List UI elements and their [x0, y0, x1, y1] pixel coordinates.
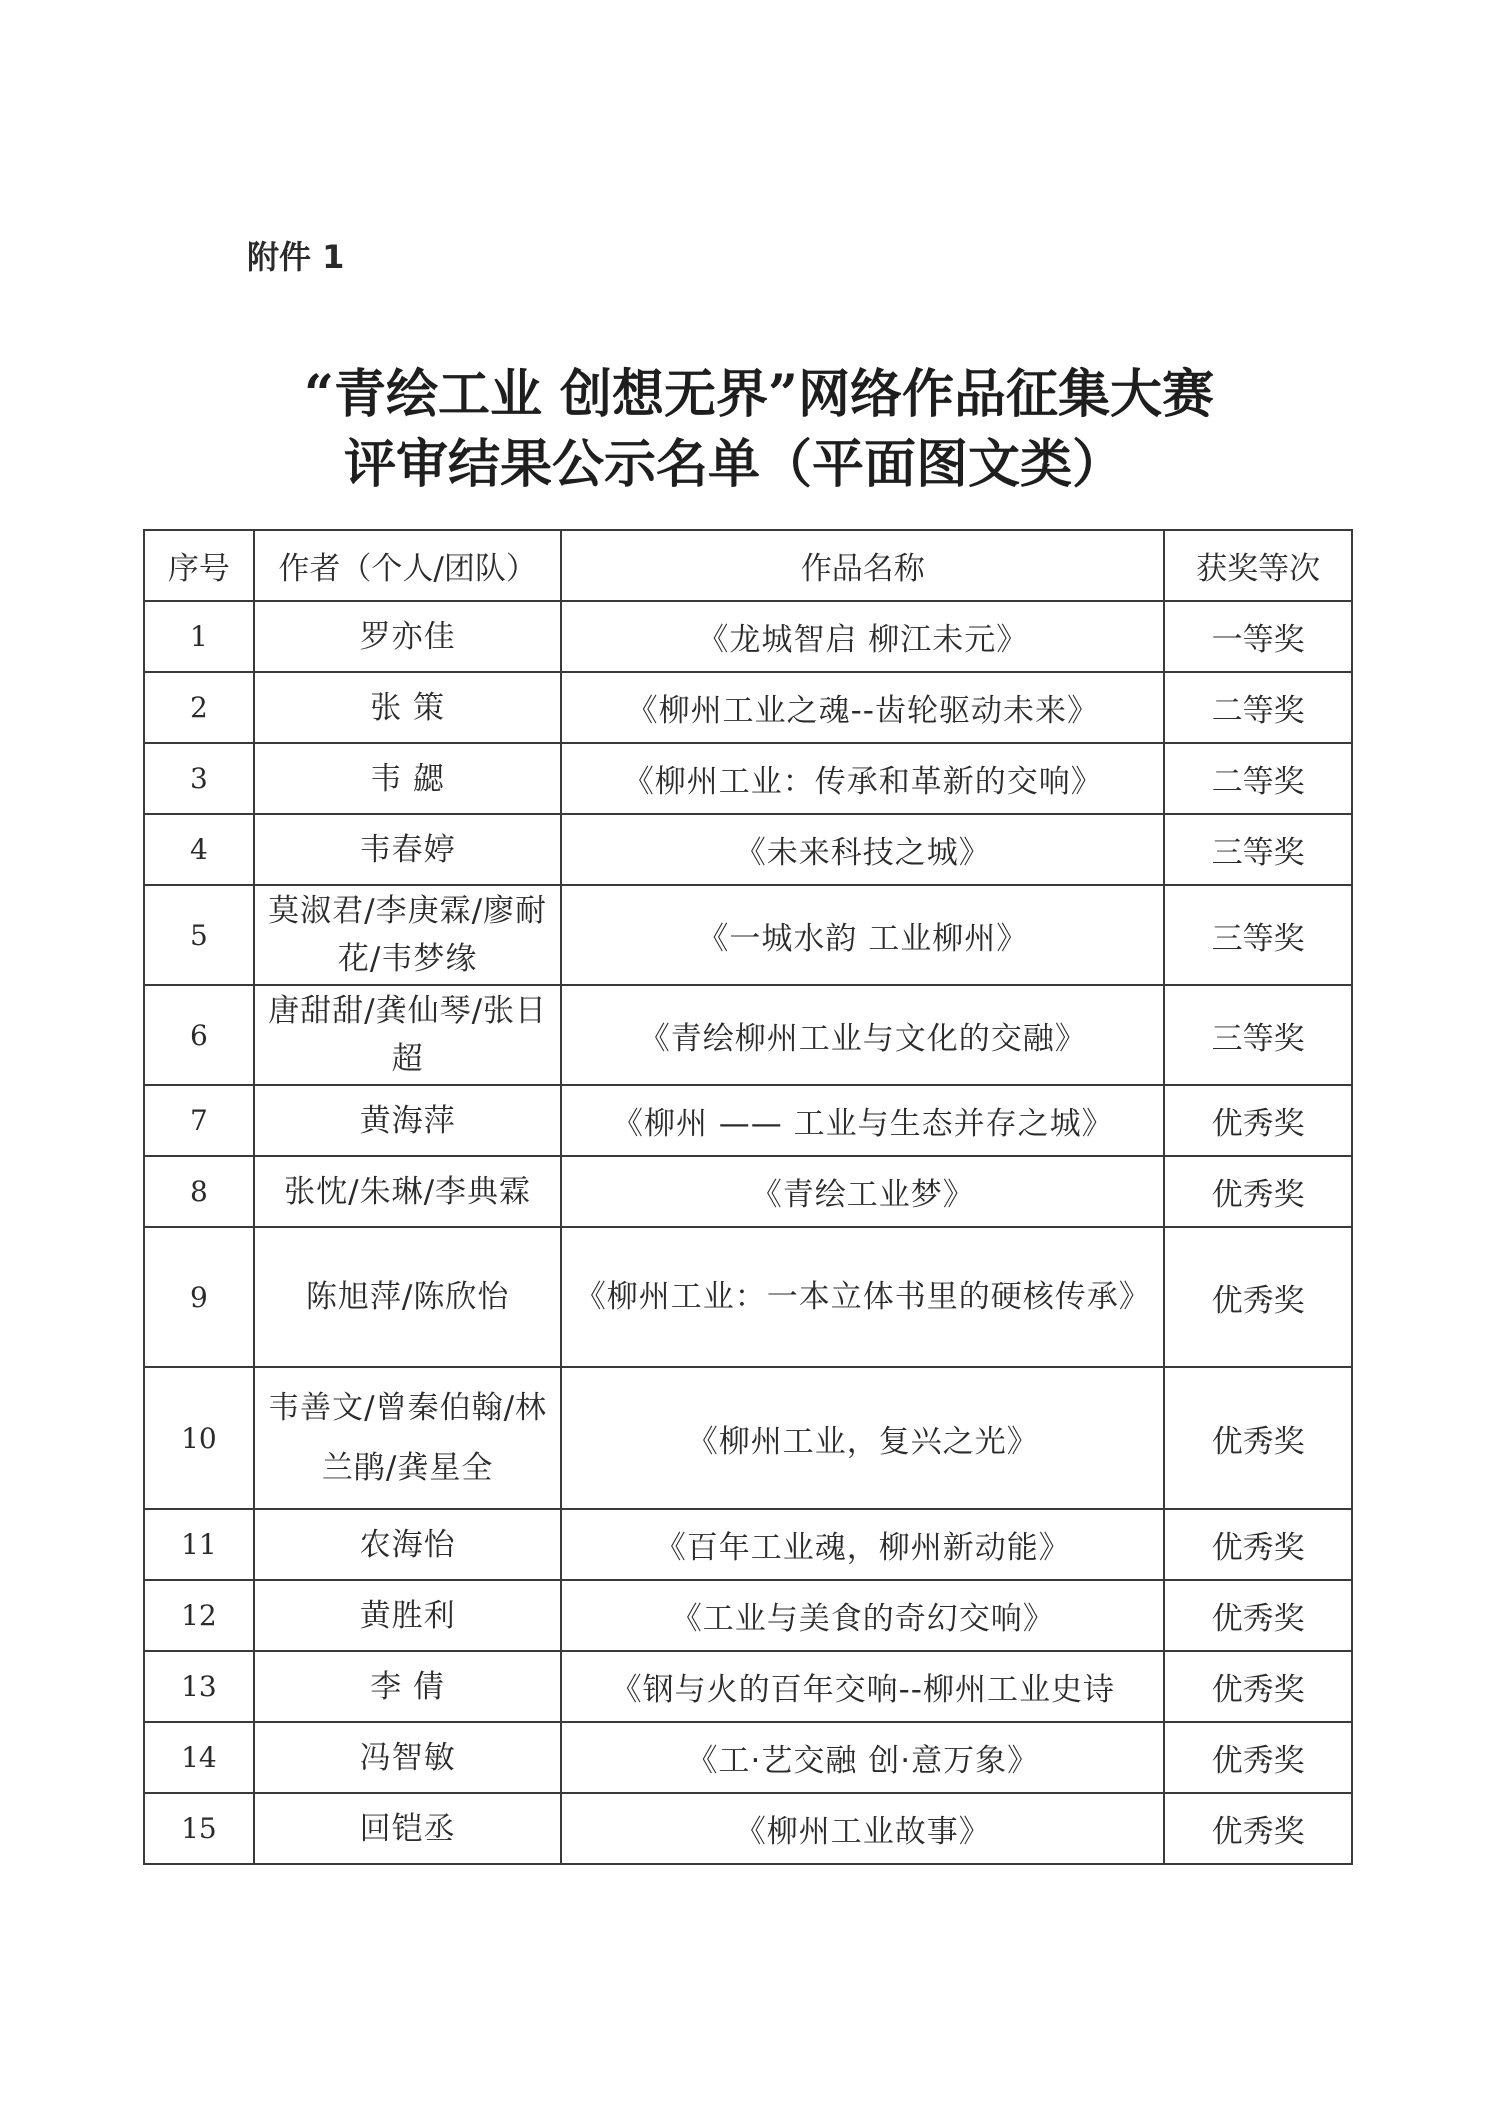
table-row — [144, 1722, 1352, 1793]
cell-author: 韦 勰 — [254, 743, 562, 814]
table-row — [144, 985, 1352, 1085]
cell-award: 三等奖 — [1164, 885, 1352, 985]
cell-no: 13 — [144, 1651, 254, 1722]
cell-work: 《一城水韵 工业柳州》 — [561, 885, 1164, 985]
cell-no: 15 — [144, 1793, 254, 1864]
cell-no: 8 — [144, 1156, 254, 1227]
cell-award: 优秀奖 — [1164, 1651, 1352, 1722]
header-award: 获奖等次 — [1164, 530, 1352, 601]
cell-author: 黄海萍 — [254, 1085, 562, 1156]
table-row — [144, 743, 1352, 814]
cell-author: 张 策 — [254, 672, 562, 743]
cell-no: 2 — [144, 672, 254, 743]
cell-award: 优秀奖 — [1164, 1509, 1352, 1580]
cell-author: 陈旭萍/陈欣怡 — [254, 1227, 562, 1367]
cell-no: 7 — [144, 1085, 254, 1156]
table-row — [144, 814, 1352, 885]
table-header-row — [144, 530, 1352, 601]
cell-award: 优秀奖 — [1164, 1085, 1352, 1156]
cell-work: 《柳州工业，复兴之光》 — [561, 1367, 1164, 1509]
cell-award: 优秀奖 — [1164, 1156, 1352, 1227]
cell-author: 冯智敏 — [254, 1722, 562, 1793]
title-line-2: 评审结果公示名单（平面图文类） — [343, 434, 1124, 495]
cell-work: 《钢与火的百年交响--柳州工业史诗 — [561, 1651, 1164, 1722]
cell-no: 12 — [144, 1580, 254, 1651]
cell-no: 1 — [144, 601, 254, 672]
cell-author: 黄胜利 — [254, 1580, 562, 1651]
cell-author: 农海怡 — [254, 1509, 562, 1580]
cell-author: 罗亦佳 — [254, 601, 562, 672]
cell-author: 唐甜甜/龚仙琴/张日超 — [254, 985, 562, 1085]
cell-author: 莫淑君/李庚霖/廖耐花/韦梦缘 — [254, 885, 562, 985]
cell-award: 优秀奖 — [1164, 1580, 1352, 1651]
cell-work: 《龙城智启 柳江未元》 — [561, 601, 1164, 672]
cell-no: 5 — [144, 885, 254, 985]
cell-author: 韦善文/曾秦伯翰/林兰鹃/龚星全 — [254, 1367, 562, 1509]
table-row — [144, 601, 1352, 672]
header-author: 作者（个人/团队） — [254, 530, 562, 601]
cell-work: 《青绘工业梦》 — [561, 1156, 1164, 1227]
table-row — [144, 1651, 1352, 1722]
cell-no: 3 — [144, 743, 254, 814]
cell-no: 9 — [144, 1227, 254, 1367]
cell-work: 《工业与美食的奇幻交响》 — [561, 1580, 1164, 1651]
table-row — [144, 1509, 1352, 1580]
cell-award: 三等奖 — [1164, 814, 1352, 885]
cell-work: 《柳州 —— 工业与生态并存之城》 — [561, 1085, 1164, 1156]
table-row — [144, 1793, 1352, 1864]
cell-work: 《百年工业魂，柳州新动能》 — [561, 1509, 1164, 1580]
cell-award: 优秀奖 — [1164, 1793, 1352, 1864]
cell-work: 《未来科技之城》 — [561, 814, 1164, 885]
cell-work: 《青绘柳州工业与文化的交融》 — [561, 985, 1164, 1085]
table-row — [144, 1156, 1352, 1227]
cell-award: 优秀奖 — [1164, 1367, 1352, 1509]
cell-no: 14 — [144, 1722, 254, 1793]
header-work: 作品名称 — [561, 530, 1164, 601]
table-row — [144, 885, 1352, 985]
cell-no: 6 — [144, 985, 254, 1085]
document-title — [0, 360, 1488, 500]
cell-author: 韦春婷 — [254, 814, 562, 885]
cell-award: 三等奖 — [1164, 985, 1352, 1085]
cell-award: 优秀奖 — [1164, 1722, 1352, 1793]
cell-work: 《柳州工业之魂--齿轮驱动未来》 — [561, 672, 1164, 743]
table-row — [144, 1367, 1352, 1509]
table-row — [144, 1580, 1352, 1651]
title-line-1: “青绘工业 创想无界”网络作品征集大赛 — [304, 364, 1214, 425]
cell-work: 《工·艺交融 创·意万象》 — [561, 1722, 1164, 1793]
cell-work: 《柳州工业：传承和革新的交响》 — [561, 743, 1164, 814]
header-no: 序号 — [144, 530, 254, 601]
cell-award: 一等奖 — [1164, 601, 1352, 672]
cell-work: 《柳州工业故事》 — [561, 1793, 1164, 1864]
table-row — [144, 672, 1352, 743]
results-table — [143, 529, 1353, 1865]
cell-author: 张忱/朱琳/李典霖 — [254, 1156, 562, 1227]
cell-author: 回铠丞 — [254, 1793, 562, 1864]
cell-award: 优秀奖 — [1164, 1227, 1352, 1367]
cell-no: 4 — [144, 814, 254, 885]
cell-no: 10 — [144, 1367, 254, 1509]
table-row — [144, 1227, 1352, 1367]
table-row — [144, 1085, 1352, 1156]
cell-award: 二等奖 — [1164, 672, 1352, 743]
attachment-label: 附件 1 — [247, 238, 345, 276]
cell-no: 11 — [144, 1509, 254, 1580]
cell-author: 李 倩 — [254, 1651, 562, 1722]
cell-award: 二等奖 — [1164, 743, 1352, 814]
cell-work: 《柳州工业：一本立体书里的硬核传承》 — [561, 1227, 1164, 1367]
